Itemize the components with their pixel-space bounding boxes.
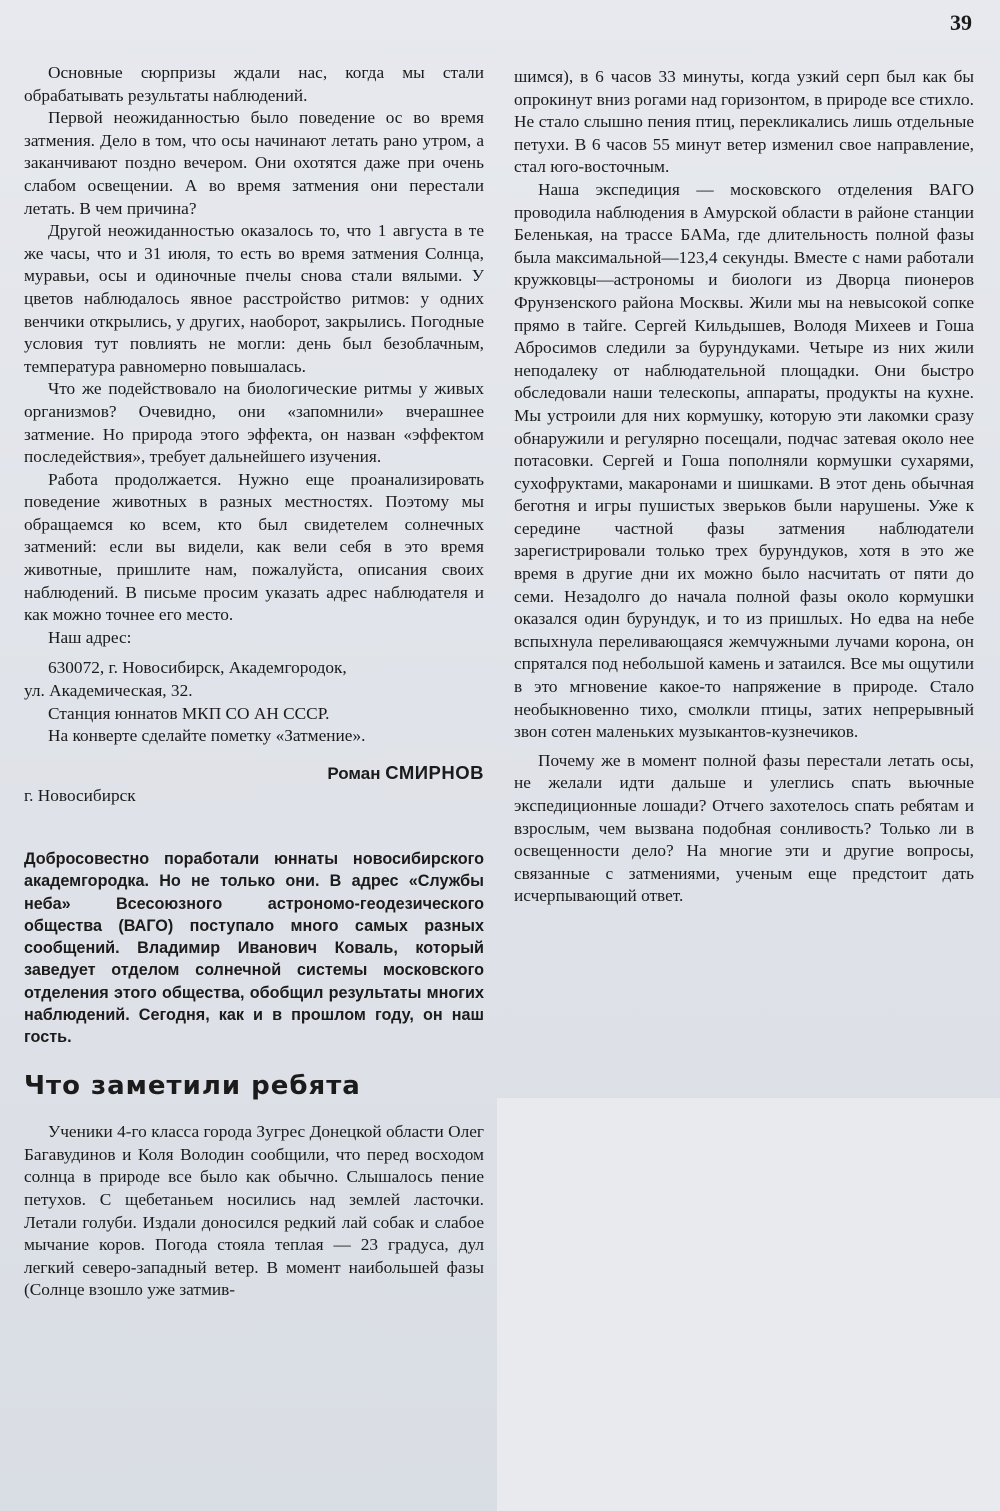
paragraph: Работа продолжается. Нужно еще проанализировать поведение животных в разных местностях. Поэтому мы обращаемся ко всем, кто был свидетелем солнечных затмений: если вы видели, как вели себя в это время животные, пришлите нам, пожалуйста, описания своих наблюдений. В письме просим указать адрес наблюдателя и как можно точнее его место. <box>24 469 484 625</box>
paragraph: Другой неожиданностью оказалось то, что 1 августа в те же часы, что и 31 июля, то есть во время затмения Солнца, муравьи, осы и одиночные пчелы снова стали вялыми. У цветов наблюдалось явное расстройство ритмов: у одних венчики открылись, у других, наоборот, закрылись. Погодные условия тут повлиять не могли: день был безоблачным, температура равномерно повышалась. <box>24 221 484 376</box>
address-line: 630072, г. Новосибирск, Академгородок, <box>48 658 347 678</box>
paragraph: Ученики 4-го класса города Зугрес Донецкой области Олег Багавудинов и Коля Володин сообщили, что перед восходом солнца в природе все было как обычно. Слышалось пение петухов. С щебетаньем носились над землей ласточки. Летали голуби. Издали доносился редкий лай собак и слабое мычание коров. Погода стояла теплая — 23 градуса, дул легкий северо-западный ветер. В момент наибольшей фазы (Солнце взошло уже затмив- <box>24 1122 484 1300</box>
postal-address <box>24 657 484 747</box>
address-line: Станция юннатов МКП СО АН СССР. <box>48 703 330 723</box>
editorial-intro: Добросовестно поработали юннаты новосибирского академгородка. Но не только они. В адрес «Службы неба» Всесоюзного астрономо-геодезического общества (ВАГО) поступало много самых разных сообщений. Владимир Иванович Коваль, который заведует отделом солнечной системы московского отделения этого общества, обобщил результаты многих наблюдений. Сегодня, как и в прошлом году, он наш гость. <box>24 850 484 1047</box>
blank-area <box>497 1098 1000 1511</box>
address-heading: Наш адрес: <box>48 627 132 647</box>
paragraph: шимся), в 6 часов 33 минуты, когда узкий серп был как бы опрокинут вниз рогами над горизонтом, в природе все стихло. Не стало слышно пения птиц, перекликались лишь отдельные петухи. В 6 часов 55 минут ветер изменил свое направление, стал юго-восточным. <box>514 67 974 177</box>
page-number: 39 <box>950 10 972 35</box>
section-heading: Что заметили ребята <box>24 1070 361 1101</box>
paragraph: Первой неожиданностью было поведение ос во время затмения. Дело в том, что осы начинают летать рано утром, а заканчивают поздно вечером. Они охотятся даже при очень слабом освещении. А во время затмения они перестали летать. В чем причина? <box>24 108 484 218</box>
author-first-name: Роман <box>327 763 381 783</box>
right-column <box>514 66 974 908</box>
paragraph: Почему же в момент полной фазы перестали летать осы, не желали идти дальше и улеглись спать вьючные экспедиционные лошади? Отчего захотелось спать ребятам и взрослым, чем вызвана подобная сонливость? Только ли в освещенности дело? На многие эти и другие вопросы, связанные с затмениями, ученым еще предстоит дать исчерпывающий ответ. <box>514 750 974 906</box>
paragraph: Наша экспедиция — московского отделения ВАГО проводила наблюдения в Амурской области в районе станции Беленькая, на трассе БАМа, где длительность полной фазы была максимальной—123,4 секунды. Вместе с нами работали кружковцы—астрономы и биологи из Дворца пионеров Фрунзенского района Москвы. Жили мы на невысокой сопке прямо в тайге. Сергей Кильдышев, Володя Михеев и Гоша Абросимов следили за бурундуками. Четыре из них жили неподалеку от наблюдательной площадки. Они быстро обследовали наши телескопы, аппараты, продукты на кухне. Мы устроили для них кормушку, которую эти лакомки сразу обнаружили и регулярно посещали, подчас затевая около нее потасовки. Сергей и Гоша пополняли кормушки сухарями, сухофруктами, макаронами и шишками. В этот день обычная беготня и игры пушистых зверьков были нарушены. Уже к середине частной фазы затмения наблюдатели зарегистрировали только трех бурундуков, хотя в это же время в другие дни их можно было насчитать от пяти до семи. Незадолго до начала полной фазы около кормушки оказался один бурундук, и то из пришлых. Но едва на небе вспыхнула переливающаяся жемчужными лучами корона, он спрятался под небольшой камень и затаился. Все мы ощутили в это мгновение какое-то напряжение в природе. Стало необыкновенно тихо, смолкли птицы, затих непрерывный звон сотен маленьких музыкантов-кузнечиков. <box>514 179 974 742</box>
author-city: г. Новосибирск <box>24 786 136 806</box>
paragraph: Основные сюрпризы ждали нас, когда мы стали обрабатывать результаты наблюдений. <box>24 63 484 105</box>
left-column <box>24 62 484 1302</box>
address-line: На конверте сделайте пометку «Затмение». <box>48 726 366 746</box>
author-last-name: СМИРНОВ <box>385 761 484 783</box>
author-byline <box>24 762 484 786</box>
paragraph: Что же подействовало на биологические ритмы у живых организмов? Очевидно, они «запомнили» вчерашнее затмение. Но природа этого эффекта, он назван «эффектом последействия», требует дальнейшего изучения. <box>24 379 484 467</box>
address-line: ул. Академическая, 32. <box>24 681 193 701</box>
